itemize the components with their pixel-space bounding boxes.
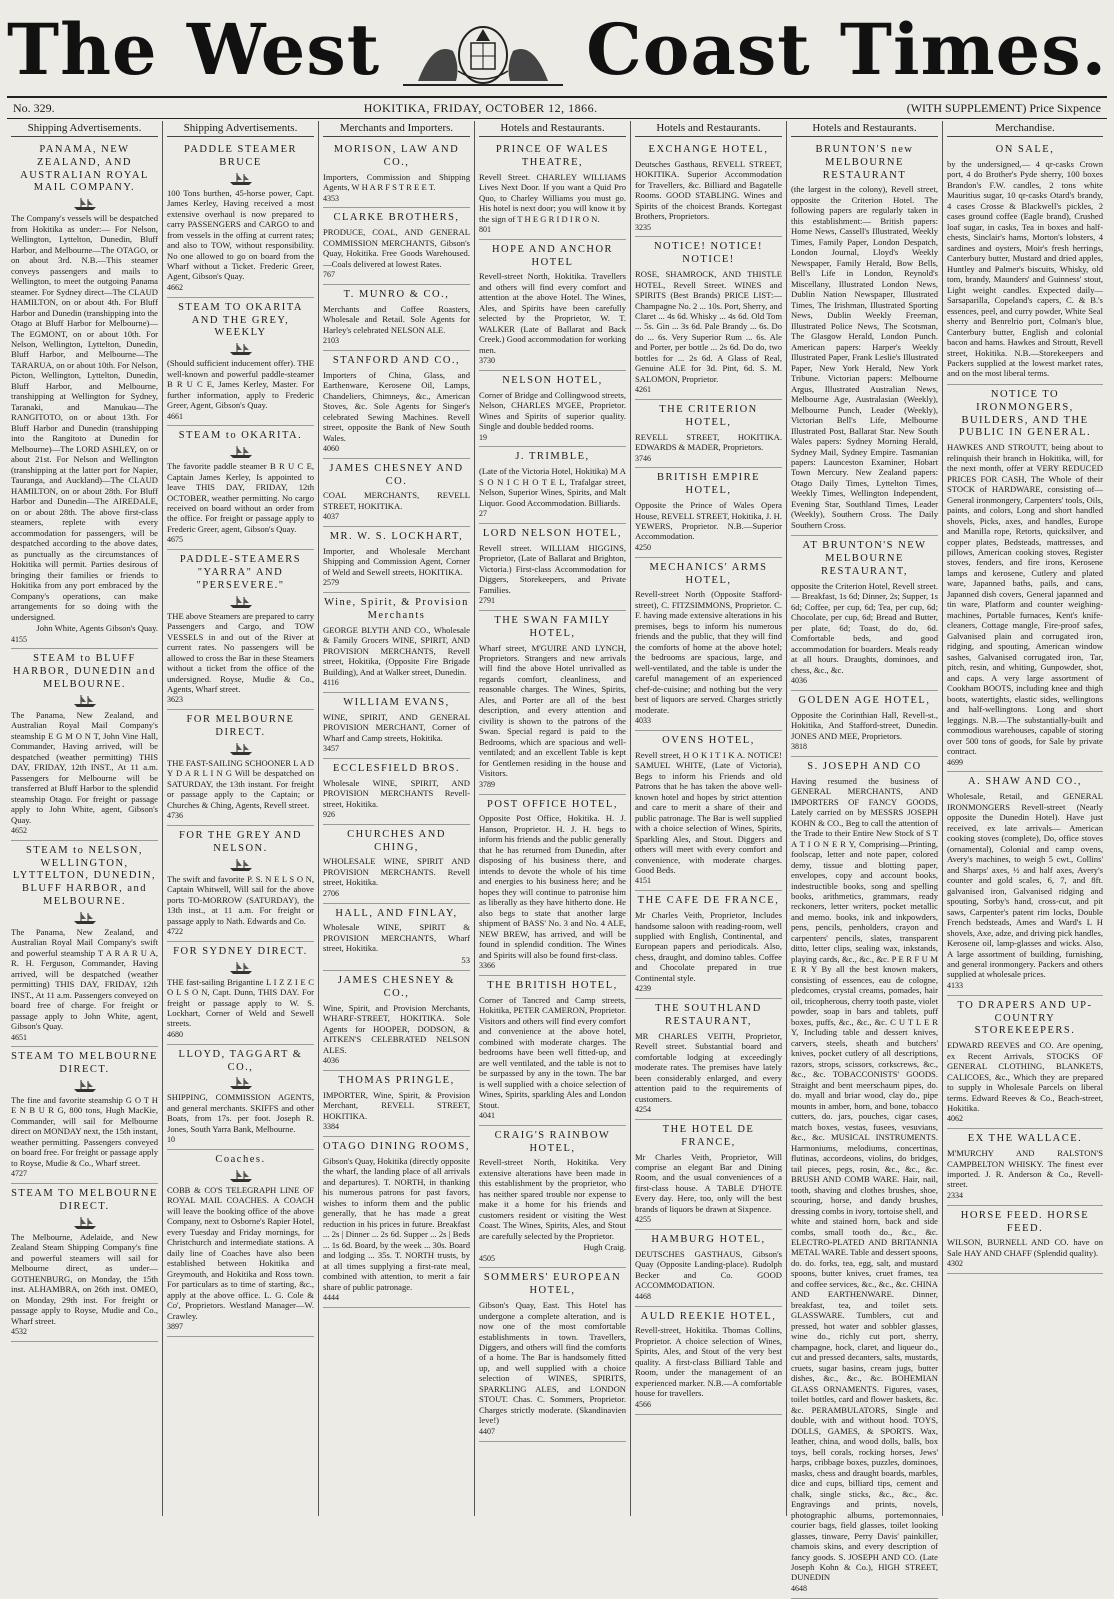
ad-body: Revell street, H O K I T I K A. NOTICE! SAMUEL WHITE, (Late of Victoria), Begs to inform his Friends and old Patrons that he has taken the above well-known hotel and hopes by strict attention and care to merit a share of their and public patronage. The Bar is well supplied with a choice selection of Wines, Spirits, Sparkling Ales, and Stout. Diggers and others will meet with every comfort and convenience, with moderate charges. Good Beds. [635, 749, 782, 875]
ad-heading: FOR THE GREY AND NELSON. [179, 829, 302, 854]
ad-signature: 53 [461, 954, 470, 965]
ad-heading: AT BRUNTON'S NEW MELBOURNE RESTAURANT, [802, 540, 927, 577]
advertisement [479, 976, 626, 1126]
ship-icon [228, 595, 254, 609]
ad-heading: NOTICE! NOTICE! NOTICE! [653, 241, 764, 266]
ad-body: WINE, SPIRIT, AND GENERAL PROVISION MERCHANT, Corner of Wharf and Camp streets, Hokitika. [323, 711, 470, 743]
advertisement [479, 1268, 626, 1441]
ad-reference-number: 4699 [947, 757, 963, 767]
ship-icon [228, 1169, 254, 1183]
ad-body: Revell street. WILLIAM HIGGINS, Proprietor, (Late of Ballarat and Brighton, Victoria.) First-class Accommodation for Diggers, Storekeepers, and Private Families. [479, 542, 626, 595]
ad-reference-number: 4661 [167, 411, 183, 421]
ad-reference-number: 4062 [947, 1114, 963, 1124]
ad-reference-number: 4302 [947, 1259, 963, 1269]
ad-reference-number: 3746 [635, 453, 651, 463]
advertisement [947, 1129, 1103, 1205]
ad-heading: MORISON, LAW AND CO., [333, 144, 460, 168]
ad-signature: Hugh Craig. [583, 1242, 626, 1253]
ad-reference-number: 4652 [11, 826, 27, 836]
column-heading: Shipping Advertisements. [11, 121, 158, 137]
ad-heading: THE SWAN FAMILY HOTEL, [494, 614, 611, 639]
ad-heading: J. TRIMBLE, [515, 451, 590, 463]
masthead [7, 4, 1107, 96]
ad-body: MR CHARLES VEITH, Proprietor, Revell street. Substantial board and comfortable lodging at exceedingly moderate rates. The premises have lately been considerably enlarged, and every attention paid to the requirements of customers. [635, 1030, 782, 1104]
ad-heading: MR. W. S. LOCKHART, [329, 531, 464, 543]
ad-reference-number: 801 [479, 225, 491, 235]
ad-heading: AULD REEKIE HOTEL, [640, 1310, 777, 1322]
ad-body: Gibson's Quay, East. This Hotel has undergone a complete alteration, and is now one of the most comfortable establishments in town. Travellers, Diggers, and others will find the comforts of a home. The Bar is handsomely fitted up, and well supplied with a choice selection of WINES, SPIRITS, SPARKLING ALES, and LONDON STOUT. Chas. C. Sommers, Proprietor. Charges strictly moderate. (Skandinavien leve!) [479, 1300, 626, 1426]
ad-reference-number: 926 [323, 810, 335, 820]
ad-body: Merchants and Coffee Roasters, Wholesale and Retail. Sole Agents for Harley's celebrated NELSON ALE. [323, 303, 470, 335]
columns-container [7, 121, 1107, 1593]
ad-heading: THE CRITERION HOTEL, [659, 404, 758, 428]
advertisement [791, 691, 938, 757]
advertisement [635, 140, 782, 237]
ad-reference-number: 4239 [635, 984, 651, 994]
ad-heading: WILLIAM EVANS, [343, 696, 450, 708]
advertisement [479, 240, 626, 371]
ad-reference-number: 2103 [323, 336, 339, 346]
ad-heading: STEAM to BLUFF HARBOR, DUNEDIN and MELBOURNE. [12, 653, 157, 690]
advertisement [167, 710, 314, 826]
ad-reference-number: 4116 [323, 678, 339, 688]
column-2 [163, 121, 319, 1516]
ship-icon [228, 742, 254, 756]
ad-heading: OVENS HOTEL, [662, 734, 755, 746]
advertisement [323, 351, 470, 459]
ad-heading: CRAIG'S RAINBOW HOTEL, [494, 1129, 611, 1154]
advertisement [947, 996, 1103, 1130]
advertisement [11, 841, 158, 1048]
ad-body: 100 Tons burthen, 45-horse power, Capt. James Kerley, Having received a most extensive overhaul is now prepared to carry PASSENGERS and CARGO to and from vessels in the offing at current rates; and also to TOW, without responsibility. No one allowed to go on board from the Wharf without a Ticket. Frederic Greer, Agent, Gibson's Quay. [167, 187, 314, 282]
column-3 [319, 121, 475, 1516]
ad-heading: EX THE WALLACE. [967, 1133, 1083, 1145]
advertisement [635, 1230, 782, 1306]
ad-reference-number: 3384 [323, 1122, 339, 1132]
ad-heading: NELSON HOTEL, [502, 374, 603, 386]
advertisement [323, 904, 470, 972]
advertisement [479, 524, 626, 611]
advertisement [947, 385, 1103, 772]
column-1 [7, 121, 163, 1516]
ad-body: IMPORTER, Wine, Spirit, & Provision Merchant, REVELL STREET, HOKITIKA. [323, 1089, 470, 1121]
column-heading: Shipping Advertisements. [167, 121, 314, 137]
advertisement [11, 1047, 158, 1184]
ad-reference-number: 2579 [323, 578, 339, 588]
ad-body: COBB & CO'S TELEGRAPH LINE OF ROYAL MAIL COACHES. A COACH will leave the booking office of the above Company, next to Osborne's Rapier Hotel, every Tuesday and Friday mornings, for Christchurch and intermediate stations. A daily line of Coaches have also been established between Hokitika and Greymouth, and Hokitika and Ross town. For particulars as to time of starting, &c., apply at the above office. L. G. Cole & Co', Proprietors. Westland Manager—W. Crawley. [167, 1184, 314, 1321]
advertisement [635, 237, 782, 400]
ad-heading: ON SALE, [995, 144, 1055, 155]
advertisement [323, 208, 470, 284]
ad-reference-number: 10 [167, 1135, 175, 1145]
masthead-title-the: The [7, 8, 158, 91]
ad-heading: T. MUNRO & CO., [343, 288, 450, 300]
ad-heading: PADDLE-STEAMERS "YARRA" AND "PERSEVERE." [179, 554, 302, 591]
column-heading: Hotels and Restaurants. [635, 121, 782, 137]
advertisement [323, 459, 470, 527]
advertisement [167, 426, 314, 550]
advertisement [167, 1150, 314, 1337]
ad-reference-number: 4727 [11, 1169, 27, 1179]
ad-heading: FOR SYDNEY DIRECT. [173, 945, 308, 957]
ad-body: Revell-street North, Hokitika. Very extensive alterations have been made in this establishment by the proprietor, who has neither spared trouble nor expense to make it a home for his friends and customers resident or visiting the West Coast. The Wines, Spirits, Ales, and Stout are carefully selected by the Proprietor. [479, 1157, 626, 1241]
ad-body: Opposite the Corinthian Hall, Revell-st., Hokitika, And Stafford-street, Dunedin. JONES AND MEE, Proprietors. [791, 709, 938, 741]
ad-body: Importers, Commission and Shipping Agents, W H A R F S T R E E T. [323, 171, 470, 193]
advertisement [479, 447, 626, 523]
ad-body: THE FAST-SAILING SCHOONER L A D Y D A R L I N G Will be despatched on SATURDAY, the 13th instant. For freight or passage apply to the Captain; or Churches & Ching, Agents, Revell street. [167, 757, 314, 810]
ad-reference-number: 4651 [11, 1032, 27, 1042]
ship-icon [72, 911, 98, 925]
ad-heading: STEAM TO MELBOURNE DIRECT. [11, 1051, 158, 1076]
ad-heading: THE BRITISH HOTEL, [487, 979, 618, 991]
ad-reference-number: 3789 [479, 779, 495, 789]
ad-body: PRODUCE, COAL, AND GENERAL COMMISSION MERCHANTS, Gibson's Quay, Hokitika. Free Goods Warehoused.—Coals delivered at lowest Rates. [323, 227, 470, 269]
advertisement [323, 693, 470, 759]
ad-heading: PRINCE OF WALES THEATRE, [495, 144, 610, 168]
ad-reference-number: 3818 [791, 742, 807, 752]
ship-icon [72, 694, 98, 708]
ad-heading: MECHANICS' ARMS HOTEL, [649, 561, 768, 586]
advertisement [479, 371, 626, 447]
ad-heading: BRUNTON'S new MELBOURNE RESTAURANT [815, 144, 914, 181]
advertisement [479, 1126, 626, 1269]
advertisement [791, 536, 938, 691]
ad-reference-number: 3623 [167, 695, 183, 705]
ad-reference-number: 4036 [791, 676, 807, 686]
advertisement [947, 140, 1103, 385]
dateline [7, 96, 1107, 119]
ad-heading: Coaches. [215, 1154, 266, 1165]
place-date: HOKITIKA, FRIDAY, OCTOBER 12, 1866. [363, 100, 598, 115]
ad-heading: Wine, Spirit, & Provision Merchants [324, 597, 469, 621]
ad-heading: THE SOUTHLAND RESTAURANT, [655, 1003, 762, 1027]
ad-reference-number: 4036 [323, 1056, 339, 1066]
ad-body: Revell-street North, Hokitika. Travellers and others will find every comfort and attention at the above Hotel. The Wines, Ales, and Spirits have been carefully selected by the Proprietor, W. T. WALKER (Late of Ballarat and Back Creek.) Good accommodation for working men. [479, 271, 626, 355]
ship-icon [72, 197, 98, 211]
ad-heading: OTAGO DINING ROOMS, [323, 1141, 470, 1153]
advertisement [323, 140, 470, 208]
ad-reference-number: 4566 [635, 1399, 651, 1409]
advertisement [323, 1071, 470, 1137]
ad-body: M'MURCHY AND RALSTON'S CAMPBELTON WHISKY. The finest ever imported. J. R. Anderson & Co., Revell-street. [947, 1148, 1103, 1190]
ad-body: WHOLESALE WINE, SPIRIT AND PROVISION MERCHANTS. Revell street, Hokitika. [323, 856, 470, 888]
ad-body: Revell Street. CHARLEY WILLIAMS Lives Next Door. If you want a Quid Pro Quo, to Charley Williams you must go. His hotel is next door; you will know it by the sign of T H E G R I D I R O N. [479, 171, 626, 224]
column-heading: Merchants and Importers. [323, 121, 470, 137]
ad-reference-number: 4444 [323, 1293, 339, 1303]
ad-reference-number: 2706 [323, 888, 339, 898]
advertisement [791, 140, 938, 536]
ad-reference-number: 3235 [635, 222, 651, 232]
ad-body: (the largest in the colony), Revell street, opposite the Criterion Hotel. The following papers are regularly taken in this establishment:— British papers: Home News, Cassell's Illustrated, Weekly Times, Family Paper, London Despatch, London Journal, Lloyd's Weekly Newspaper, Family Herald, Bow Bells, Bell's Life in London, Reynold's Miscellany, Illustrated London News, Dublin Nation Newspaper, Illustrated Times, The Irishman, Illustrated Sporting News, Dublin Weekly Freeman, Illustrated Police News, The Scotsman, The Glasgow Herald, London Punch. American papers: Harper's Weekly Illustrated Paper, Frank Leslie's Illustrated Paper, New York Herald, New York Tribune. Victorian papers: Melbourne Argus, Illustrated Australian News, Melbourne Age, Australasian (Weekly), Melbourne Punch, Leader (Weekly), Victorian Bell's Life, Melbourne Illustrated Post, Ballarat Star. New South Wales papers: Sydney Morning Herald, Sydney Mail, Sydney Empire. Tasmanian papers: Launceston Examiner, Hobart Town Mercury. New Zealand papers: Otago Daily Times, Lyttelton Times, Weekly Times, Wellington Independent, Evening Star, Southland Times, Leader (Weekly), Southern Cross. The Daily Southern Cross. [791, 184, 938, 530]
ad-body: DEUTSCHES GASTHAUS, Gibson's Quay (Opposite Landing-place). Rudolph Becker and Co. GOOD ACCOMMODATION. [635, 1248, 782, 1291]
ad-body: Revell-street, Hokitika. Thomas Collins, Proprietor. A choice selection of Wines, Spirits, Ales, and Stout of the very best quality. A first-class Billiard Table and Room, under the management of an experienced marker. N.B.—A comfortable house for travellers. [635, 1325, 782, 1399]
advertisement [323, 971, 470, 1071]
ad-body: The swift and favorite P. S. N E L S O N, Captain Whitwell, Will sail for the above ports TO-MORROW (SATURDAY), the 13th inst., at 11 a.m. For freight or passage apply to Nath. Edwards and Co. [167, 873, 314, 926]
advertisement [635, 1307, 782, 1415]
ad-heading: PADDLE STEAMER BRUCE [183, 144, 298, 168]
ad-reference-number: 4254 [635, 1105, 651, 1115]
ad-heading: HALL, AND FINLAY, [335, 907, 458, 919]
ad-reference-number: 4155 [11, 634, 27, 644]
ad-reference-number: 4680 [167, 1029, 183, 1039]
advertisement [167, 140, 314, 298]
ad-heading: BRITISH EMPIRE HOTEL, [657, 472, 760, 497]
ad-heading: CHURCHES AND CHING, [347, 828, 446, 853]
ad-body: Having resumed the business of GENERAL MERCHANTS, AND IMPORTERS OF FANCY GOODS, Lately carried on by MESSRS JOSEPH KOHN & CO., Beg to call the attention of the Trade to their Entire New Stock of S T A T I O N E R Y, Comprising—Printing, foolscap, letter and note paper, colored demy, tissue and blotting paper, envelopes, copy and account books, indestructible books, song and spelling books, arithmetics, grammars, ready reckoners, letter writers, pocket metallic and memo. books, ink and inkpowders, pens, pencils, penholders, crayon and carpenters' pencils, slates, transparent ditto, letter clips, sealing wax, inkstands, playing cards, &c., &c., &c. P E R F U M E R Y By all the best known makers, consisting of essences, eau de cologne, pledcomes, crystal creams, pomades, hair oil, tricopherous, cherry tooth paste, violet powder, soap in bars and tablets, puff boxes, puffs, &c., &c., &c. C U T L E R Y, Including table and dessert knives, carvers, steels, sheath and butchers' knives, pocket cutlery of all descriptions, razors, strops, scissors, corkscrews, &c., &c., &c. TOBACCONISTS' GOODS. Straight and bent meerschaum pipes, do. do. myall and briar wood, clay do., pipe mounts in amber, horn, and bone, tobacco cutters, do. jars, pouches, cigar cases, match boxes, vestas, fusees, vesuvians, &c., &c. MUSICAL INSTRUMENTS. Harmoniums, melodiums, concertinas, flutinas, accordeons, violins, do bridges, tail pieces, pegs, rosin, &c., &c., &c. BRUSH AND COMB WARE. Hair, nail, tooth, shaving and clothes brushes, shoe, scouring, horse, and dandy brushes, dressing combs in ivory, tortoise shell, and white and stained horn, back and side combs, small tooth do., &c., &c. ELECTRO-PLATED AND BRITANNIA METAL WARE. Table and dessert spoons, do. do. forks, tea, egg, salt, and mustard spoons, butter knives, cruet frames, tea and coffee services, &c., &c., &c. CHINA AND EARTHENWARE. Dinner, breakfast, tea, and toilet sets. GLASSWARE. Tumblers, cut and pressed, hot water and sobbler glasses, wine do., richly cut port, sherry, champagne, hock, claret, and liqueur do., cut and pressed decanters, salts, mustards, cruets, sugar basins, cream jugs, butter dishes, &c., &c., &c. BOHEMIAN GLASS ORNAMENTS. Figures, vases, toilet bottles, card and flower baskets, &c. &c. PERAMBULATORS, Single and double, with and without hood. TOYS, DOLLS, GAMES, & SPORTS. Wax, leather, china, and wood dolls, balls, box toys, bell corals, rocking horses, Jews' harps, cribbage boxes, puzzles, dominoes, masks, chess and draught boards, marbles, dice and cups, billiard tips, cement and chalk, single sticks, &c., &c., &c. Engravings and prints, novels, photographic albums, portemonnaies, courier bags, field glasses, toilet looking glasses, tinware, Perry Davis' painkiller, chamois skins, and every description of fancy goods. S. JOSEPH AND CO. (Late Joseph Kohn & Co.), HIGH STREET, DUNEDIN [791, 775, 938, 1583]
ship-icon [228, 445, 254, 459]
advertisement [167, 1045, 314, 1150]
ad-reference-number: 4133 [947, 980, 963, 990]
ad-body: The Panama, New Zealand, and Australian Royal Mail Company's steamship E G M O N T, John Vine Hall, Commander, Having arrived, will be despatched (weather permitting) THIS DAY, FRIDAY, 12th INST., At 11 a.m. Passengers for Melbourne will be transferred at Bluff Harbor to the splendid steamship Otago. For freight or passage apply to John White, agent, Gibson's Quay. [11, 709, 158, 825]
ad-reference-number: 4037 [323, 512, 339, 522]
ad-body: The favorite paddle steamer B R U C E, Captain James Kerley, Is appointed to leave THIS DAY, FRIDAY, 12th OCTOBER, weather permitting. No cargo received on board without an order from the office. For freight or passage apply to Frederic Greer, agent, Gibson's Quay. [167, 461, 314, 534]
ad-heading: FOR MELBOURNE DIRECT. [186, 714, 295, 739]
ad-body: Opposite Post Office, Hokitika. H. J. Hanson, Proprietor. H. J. H. begs to inform his friends and the public generally that he has returned from Dunedin, after disposing of his business there, and intends to devote the whole of his time and energies to his business here; and he hopes they will continue to patronise him as liberally as they have hitherto done. He also begs to state that another large shipment of BASS' No. 3 and No. 4 ALE, NEW BREW, has arrived, and will be found in splendid condition. The Wines and Spirits will also be found first-class. [479, 813, 626, 960]
ad-body: Corner of Tancred and Camp streets, Hokitika, PETER CAMERON, Proprietor. Visitors and others will find every comfort and convenience at the above hotel, combined with moderate charges. The bedrooms have been well fitted-up, and are well ventilated, and the table is not to be surpassed by any in the town. The bar is well supplied with a choice selection of Wines, Spirits, sparkling Ales and London Stout. [479, 994, 626, 1110]
ad-heading: A. SHAW AND CO., [968, 776, 1082, 788]
ad-heading: HORSE FEED. HORSE FEED. [960, 1209, 1090, 1234]
advertisement [167, 550, 314, 710]
ship-icon [228, 858, 254, 872]
advertisement [323, 1137, 470, 1308]
ad-heading: THOMAS PRINGLE, [338, 1075, 455, 1087]
ship-icon [72, 1216, 98, 1230]
ad-reference-number: 4060 [323, 443, 339, 453]
ad-heading: STEAM TO OKARITA AND THE GREY, WEEKLY [178, 301, 303, 339]
ad-body: Revell-street North (Opposite Stafford-street), C. FITZSIMMONS, Proprietor. C. F. having made extensive alterations in his premises, begs to inform his numerous friends and the public, that they will find the comforts of home at the above hotel; the bedrooms are spacious, large, and well-ventilated, and the table is under the careful management of an experienced chef-de-cuisine; and nothing but the very best of liquors are served. Charges strictly moderate. [635, 589, 782, 715]
ad-body: Gibson's Quay, Hokitika (directly opposite the wharf, the landing place of all arrivals and departures). T. NORTH, in thanking his numerous patrons for past favors, wishes to inform them and the public generally, that he has made a great reduction in his prices in future. Breakfast ... 2s | Dinner ... 2s 6d. Supper ... 2s | Beds ... 1s 6d. Board, by the week ... 30s. Board and lodging ... 35s. T. NORTH trusts, by at all times supplying a first-rate meal, combined with attention, to merit a fair share of public patronage. [323, 1155, 470, 1292]
ad-body: Importer, and Wholesale Merchant Shipping and Commission Agent, Corner of Weld and Sewell streets, HOKITIKA. [323, 545, 470, 577]
ad-heading: JAMES CHESNEY & CO., [337, 975, 456, 1000]
newspaper-page [7, 4, 1107, 1593]
ad-reference-number: 4255 [635, 1215, 651, 1225]
ad-body: COAL MERCHANTS, REVELL STREET, HOKITIKA. [323, 490, 470, 511]
advertisement [947, 772, 1103, 995]
ad-body: Wholesale WINE, SPIRIT & PROVISION MERCHANTS, Wharf street, Hokitika. [323, 922, 470, 954]
ship-icon [228, 172, 254, 186]
ad-reference-number: 4151 [635, 876, 651, 886]
ad-body: Corner of Bridge and Collingwood streets, Nelson, CHARLES M'GEE, Proprietor. Wines and Spirits of superior quality. Single and double bedded rooms. [479, 389, 626, 432]
ad-heading: PANAMA, NEW ZEALAND, AND AUSTRALIAN ROYAL MAIL COMPANY. [20, 144, 149, 194]
ad-body: REVELL STREET, HOKITIKA. EDWARDS & MADER, Proprietors. [635, 431, 782, 453]
column-5 [631, 121, 787, 1516]
ad-heading: TO DRAPERS AND UP-COUNTRY STOREKEEPERS. [957, 999, 1093, 1037]
advertisement [479, 140, 626, 240]
ship-icon [228, 342, 254, 356]
ad-body: The fine and favorite steamship G O T H E N B U R G, 800 tons, Hugh MacKie, Commander, will sail for Melbourne direct on MONDAY next, the 15th instant, weather permitting. Passengers conveyed on board free. For freight or passage apply to Royse, Mudie & Co., Wharf street. [11, 1094, 158, 1168]
column-heading: Merchandise. [947, 121, 1103, 137]
advertisement [635, 1120, 782, 1230]
ad-heading: EXCHANGE HOTEL, [648, 144, 769, 155]
column-6 [787, 121, 943, 1593]
ad-reference-number: 4736 [167, 811, 183, 821]
masthead-title-west: West [186, 8, 381, 91]
ad-body: The Melbourne, Adelaide, and New Zealand Steam Shipping Company's fine and powerful steamers will sail for Melbourne direct, as under— GOTHENBURG, on Monday, the 15th inst. ALHAMBRA, on 26th inst. OMEO, on Monday, 29th inst. For freight or passage apply to Royse, Mudie and Co., Wharf street. [11, 1231, 158, 1326]
ad-reference-number: 4353 [323, 193, 339, 203]
ad-reference-number: 4648 [791, 1583, 807, 1593]
supplement-price: (WITH SUPPLEMENT) Price Sixpence [906, 100, 1101, 115]
advertisement [635, 891, 782, 999]
advertisement [791, 757, 938, 1599]
ad-reference-number: 4532 [11, 1327, 27, 1337]
ad-heading: LORD NELSON HOTEL, [482, 527, 623, 539]
ship-icon [228, 961, 254, 975]
ad-heading: ECCLESFIELD BROS. [332, 762, 460, 774]
advertisement [323, 527, 470, 593]
ad-body: ROSE, SHAMROCK, AND THISTLE HOTEL, Revell Street. WINES and SPIRITS (Best Brands) PRICE LIST:— Champagne No. 2 ... 10s. Port, Sherry, and Claret ... 4s 6d. Whisky ... 4s 6d. Old Tom ... 5s. Gin ... 3s 6d. Pale Brandy ... 6s. Do do ... 6s. Very Superior Rum ... 6s. Ale and Porter, per bottle ... 2s 6d. Do do, two bottles for ... 2s 6d. A Glass of Real, Genuine ALE for 3d. Pint, 6d. S. M. SALOMON, Proprietor. [635, 269, 782, 384]
advertisement [635, 731, 782, 891]
ad-reference-number: 4261 [635, 385, 651, 395]
ad-reference-number: 4722 [167, 927, 183, 936]
ad-reference-number: 4505 [479, 1253, 495, 1263]
ship-icon [228, 1076, 254, 1090]
ad-body: THE above Steamers are prepared to carry Passengers and Cargo, and TOW VESSELS in and out of the River at current rates. No passengers will be allowed to cross the Bar in these Steamers without a ticket from the office of the undersigned. Royse, Mudie & Co., Agents, Wharf street. [167, 610, 314, 694]
column-heading: Hotels and Restaurants. [791, 121, 938, 137]
advertisement [323, 825, 470, 904]
ad-body: Mr Charles Veith, Proprietor, Will comprise an elegant Bar and Dining Room, and the usual conveniences of a first-class house. A TABLE D'HOTE Every day. Here, too, only will the best brands of liquors be drawn at Sixpence. [635, 1151, 782, 1214]
ad-reference-number: 4675 [167, 535, 183, 545]
ad-body: The Panama, New Zealand, and Australian Royal Mail Company's swift and powerful steamship T A R A R U A, R. H. Ferguson, Commander, Having arrived, will be despatched (weather permitting) THIS DAY, FRIDAY, 12th INST., At 11 a.m. Passengers conveyed on board free of charge. For freight or passage apply to John White, agent, Gibson's Quay. [11, 926, 158, 1032]
advertisement [167, 298, 314, 427]
ad-reference-number: 3366 [479, 961, 495, 971]
ad-heading: STEAM to NELSON, WELLINGTON, LYTTELTON, DUNEDIN, BLUFF HARBOR, and MELBOURNE. [12, 844, 157, 907]
ad-body: THE fast-sailing Brigantine L I Z Z I E C O L S O N, Capt. Dunn, THIS DAY. For freight or passage apply to W. S. Lockhart, Corner of Weld and Sewell streets. [167, 976, 314, 1029]
ad-reference-number: 4033 [635, 716, 651, 726]
ad-reference-number: 27 [479, 509, 487, 519]
ad-reference-number: 4041 [479, 1111, 495, 1121]
advertisement [635, 558, 782, 731]
ad-reference-number: 767 [323, 270, 335, 280]
ad-reference-number: 19 [479, 432, 487, 442]
ad-heading: HOPE AND ANCHOR HOTEL [491, 243, 614, 268]
ad-heading: HAMBURG HOTEL, [651, 1234, 766, 1246]
ad-signature: John White, Agents Gibson's Quay. [36, 623, 158, 634]
ad-heading: THE HOTEL DE FRANCE, [662, 1123, 755, 1148]
ad-reference-number: 2791 [479, 596, 495, 606]
advertisement [323, 285, 470, 351]
advertisement [323, 593, 470, 693]
ad-body: Mr Charles Veith, Proprietor, Includes handsome saloon with reading-room, well supplied with English, Continental, and European papers and periodicals. Also, chess, draught, and domino tables. Coffee and Chocolate prepared in true Continental style. [635, 910, 782, 983]
ad-body: GEORGE BLYTH AND CO., Wholesale & Family Grocers WINE, SPIRIT, AND PROVISION MERCHANTS, Revell street, Hokitika, (Opposite Fire Brigade Building), And at Walker street, Dunedin. [323, 624, 470, 677]
ad-body: (Should sufficient inducement offer). THE well-known and powerful paddle-steamer B R U C E, James Kerley, Master. For further information, apply to Frederic Greer, Agent, Gibson's Quay. [167, 358, 314, 411]
advertisement [167, 942, 314, 1045]
ship-icon [72, 1079, 98, 1093]
masthead-title-times: Times. [839, 8, 1107, 91]
ad-heading: STEAM to OKARITA. [178, 430, 303, 442]
royal-crest-icon [398, 11, 568, 89]
ad-heading: STEAM TO MELBOURNE DIRECT. [11, 1188, 158, 1212]
advertisement [635, 400, 782, 468]
ad-heading: CLARKE BROTHERS, [333, 212, 460, 224]
ad-reference-number: 4407 [479, 1426, 495, 1436]
advertisement [635, 999, 782, 1120]
ad-heading: GOLDEN AGE HOTEL, [798, 694, 931, 706]
ad-body: Wholesale WINE, SPIRIT, AND PROVISION MERCHANTS Revell-street, Hokitika. [323, 777, 470, 809]
masthead-title-coast: Coast [586, 8, 811, 91]
column-7 [943, 121, 1107, 1516]
column-4 [475, 121, 631, 1516]
ad-body: HAWKES AND STROUTT, being about to relinquish their branch in Hokitika, will, for the next month, offer at VERY REDUCED PRICES FOR CASH, The Whole of their STOCK of HARDWARE, consisting of— General ironmongery, Carpenters' tools, Oils, paints, and colors, Long and short handled shovels, Picks, axes, and handles, Europe and Manilla rope, Retorts, quicksilver, and copper plates, Bedsteads, mattresses, and pillows, American cooking stoves, Register stoves, fenders, and fire irons, Kerosene lamps and kerosene, Cutlery and plated ware, Japanned baths, pails, and cans, Japanned dish covers, General japanned and tin ware, Platform and counter weighing-machines, Portable furnaces, Kent's knife-cleaners, Cottage mangle, Fire-proof safes, Galvanised plain and corrugated iron, ridging, and spouting, American window sashes, Galvanised corrugated iron, Tar, pitch, resin, and whiting, Gunpowder, shot, and caps. A very large assortment of Cookham BOOTS, including knee and thigh boots, watertights, elastic sides, wellingtons and half-wellingtons. Long and short leggings. N.B.—The substantially-built and commodious warehouses, capable of storing over 500 tons of goods, for Sale by private contract. [947, 442, 1103, 757]
advertisement [11, 140, 158, 649]
ad-reference-number: 3457 [323, 744, 339, 754]
advertisement [11, 649, 158, 840]
ad-heading: S. JOSEPH AND CO [807, 760, 922, 772]
ad-body: Wine, Spirit, and Provision Merchants, WHARF-STREET, HOKITIKA. Sole Agents for HOOPER, DODSON, & AITKEN'S CELEBRATED NELSON ALES. [323, 1002, 470, 1055]
ad-heading: SOMMERS' EUROPEAN HOTEL, [483, 1272, 622, 1297]
ad-heading: LLOYD, TAGGART & CO., [178, 1048, 303, 1073]
ad-reference-number: 4662 [167, 282, 183, 292]
ad-heading: STANFORD AND CO., [332, 354, 461, 366]
ad-body: Importers of China, Glass, and Earthenware, Kerosene Oil, Lamps, Chandeliers, Chimneys, &c., American Stoves, &c. Sole Agents for Singer's celebrated Sewing Machines. Revell street, opposite the Bank of New South Wales. [323, 369, 470, 443]
ad-body: Wholesale, Retail, and GENERAL IRONMONGERS Revell-street (Nearly opposite the Dunedin Hotel). Have just received, ex late arrivals— American cooking stoves (complete), Do, office stoves (ornamental), Colonial and camp ovens, Avery's machines, to weigh 5 cwt., Collins' and Sharps' axes, ½ and half axes, Avery's counter and gold scales, 6, 7, and 8ft. galvanised iron, Galvanised ridging and spouting, Sorby's hand, cross-cut, and pit saws, Carpenter's patent rim locks, Double French bedsteads, Ames and Ward's L H shovels, Axe, adze, and driving pick handles, Kerosene oil, lamp-glasses and wicks. Also, A large assortment of building, furnishing, and general ironmongery. Packers and others supplied at wholesale prices. [947, 791, 1103, 980]
ad-heading: JAMES CHESNEY AND CO. [329, 462, 464, 487]
ad-reference-number: 3730 [479, 356, 495, 366]
ad-heading: NOTICE TO IRONMONGERS, BUILDERS, AND THE PUBLIC IN GENERAL. [958, 388, 1092, 439]
ad-heading: POST OFFICE HOTEL, [487, 798, 618, 810]
ad-body: EDWARD REEVES and CO. Are opening, ex Recent Arrivals, STOCKS OF GENERAL CLOTHING, BLANKETS, CALICOES, &c., Which they are prepared to supply in Wholesale Parcels on liberal terms. Edward Reeves & Co., Beach-street, Hokitika. [947, 1040, 1103, 1113]
advertisement [947, 1206, 1103, 1274]
ad-body: (Late of the Victoria Hotel, Hokitika) M A S O N I C H O T E L, Trafalgar street, Nelson, Superior Wines, Spirits, and Malt Liquor. Good Accommodation. Billiards. [479, 466, 626, 508]
advertisement [167, 826, 314, 942]
ad-body: Deutsches Gasthaus, REVELL STREET, HOKITIKA. Superior Accommodation for Travellers, &c. Billiard and Bagatelle Rooms. GOOD STABLING. Wines and Spirits of the choicest Brands. Kortegast Brothers, Proprietors. [635, 158, 782, 222]
ad-body: opposite the Criterion Hotel, Revell street.— Breakfast, 1s 6d; Dinner, 2s; Supper, 1s 6d; Coffee, per cup, 6d; Tea, per cup, 6d; Chocolate, per cup, 6d; Bread and Butter, per plate, 6d; Toast, do do, 6d. Comfortable beds, and good accommodation for boarders. Meals ready at all hours. Draughts, dominoes, and chess, &c., &c. [791, 580, 938, 675]
column-heading: Hotels and Restaurants. [479, 121, 626, 137]
ad-body: The Company's vessels will be despatched from Hokitika as under:— For Nelson, Wellington, Lyttelton, Dunedin, Bluff Harbor, and Melbourne—The OTAGO, or on about 3rd. N.B.—This steamer conveys passengers and mails to Wellington, to meet the outgoing Panama steamer. For Sydney direct—The CLAUD HAMILTON, on or about 4th. For Bluff Harbor and Dunedin (transhipping into the Otago at Bluff Harbor for Melbourne)—The EGMONT, on or about 10th. For Nelson, Wellington, Lyttelton, Dunedin, Bluff Harbor, and Melbourne—The TARARUA, on or about 10th. For Nelson, Picton, Wellington, Lyttelton, Dunedin, Bluff Harbor, and Melbourne, transhipping at Wellington for Sydney, Taranaki, and Manukau—The RANGITOTO, on or about 13th. For Bluff Harbor and Dunedin (transhipping into the Rangitoto at Dunedin for Melbourne)—The LORD ASHLEY, on or about 21st. For Nelson and Wellington (transhipping at the latter port for Napier, Tauranga, and Auckland)—The CLAUD HAMILTON, on or about 28th. For Bluff Harbor and Dunedin—The AIREDALE, on or about 28th. The above first-class steamers, replete with every accommodation for passengers, will be despatched according to the above dates, as punctually as the circumstances of Hokitika will permit. Parties desirous of bringing their families or friends to Hokitika from any port embraced by the Company's operations, can make arrangements for so doing with the undersigned. [11, 213, 158, 622]
ad-body: WILSON, BURNELL AND CO. have on Sale HAY AND CHAFF (Splendid quality). [947, 1237, 1103, 1258]
advertisement [11, 1184, 158, 1342]
advertisement [479, 795, 626, 976]
ad-body: SHIPPING, COMMISSION AGENTS, and general merchants. SKIFFS and other Boats, from 17s. per foot. Joseph R. Jones, South Yarra Bank, Melbourne. [167, 1092, 314, 1134]
advertisement [635, 468, 782, 557]
ad-heading: THE CAFE DE FRANCE, [637, 895, 780, 907]
ad-reference-number: 2334 [947, 1190, 963, 1200]
ad-reference-number: 3897 [167, 1322, 183, 1332]
ad-body: Opposite the Prince of Wales Opera House, REVELL STREET, Hokitika, J. H. YEWERS, Proprietor. N.B.—Superior Accommodation. [635, 500, 782, 542]
advertisement [323, 759, 470, 825]
ad-body: by the undersigned,— 4 qr-casks Crown port, 4 do Brother's Pyde sherry, 100 boxes Brandon's F.W. candles, 2 tons white Mauritius sugar, 10 qr-casks Otard's brandy, 4 cases Crosse & Blackwell's pickles, 2 cases ground coffee (Eagle brand), Crushed loaf sugar, in casks, Tea in boxes and half-chests, Sinclair's hams, Morton's lobsters, 4 sardines and oysters, Moir's fresh herrings, Canterbury butter, Mustard and dried apples, Huntley and Palmer's biscuits, Whisky, old tom, brandy, Maunders' and Guinness' stout, Light weight candles. Expected daily— Sarsaparilla, Copeland's capers, C. & B.'s essences, peel, and curry powder, White Seal sherry and Benrelrio port, Colman's blue, Canterbury butter, English and colonial bacon and hams. Hawkes and Stroutt, Revell street, Hokitika. N.B.—Storekeepers and Packers supplied at the lowest market rates, and on the most liberal terms. [947, 158, 1103, 379]
ad-body: Wharf street, M'GUIRE AND LYNCH, Proprietors. Strangers and new arrivals will find the above Hotel unrivalled as regards comfort, cleanliness, and reasonable charges. The Wines, Spirits, Ales, and Porter are all of the best description, and every attention and civility is shown to the patrons of the Swan. Special regard is paid to the Bedrooms, which are spacious and well-ventilated; and an excellent Table is kept for Gentlemen residing in the house and Visitors. [479, 642, 626, 779]
advertisement [479, 611, 626, 795]
ad-reference-number: 4250 [635, 542, 651, 552]
issue-number: No. 329. [13, 100, 55, 115]
ad-reference-number: 4468 [635, 1291, 651, 1301]
